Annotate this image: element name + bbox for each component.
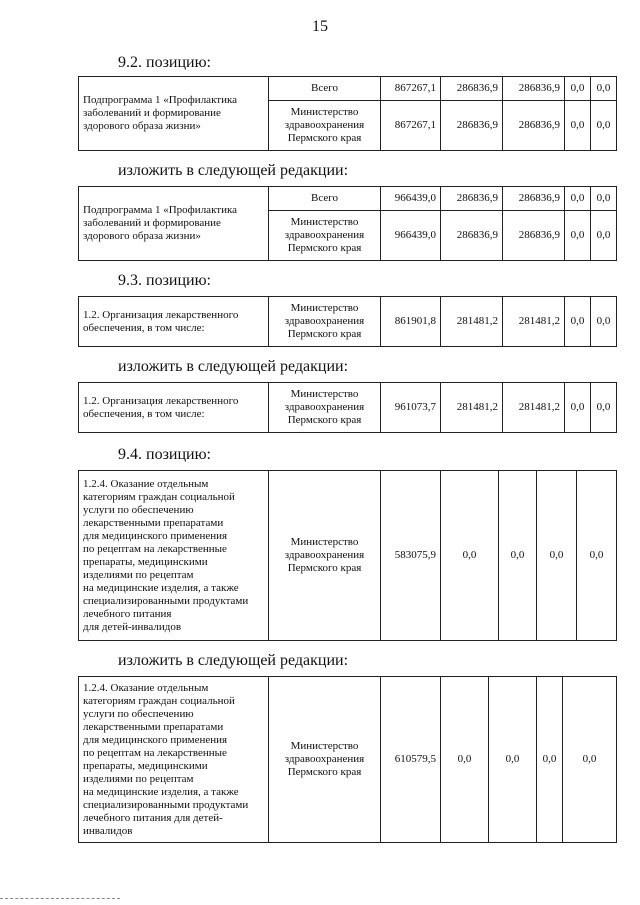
org-cell: Всего xyxy=(269,77,381,101)
replace-heading: изложить в следующей редакции: xyxy=(118,358,349,375)
value-cell: 0,0 xyxy=(565,297,591,347)
value-cell: 0,0 xyxy=(441,677,489,843)
value-cell: 0,0 xyxy=(591,211,617,261)
value-cell: 961073,7 xyxy=(381,383,441,433)
value-cell: 0,0 xyxy=(591,383,617,433)
program-name: 1.2. Организация лекарственного обеспечения, в том числе: xyxy=(79,383,269,433)
table-9-4-new xyxy=(78,676,617,843)
value-cell: 0,0 xyxy=(591,77,617,101)
program-name: 1.2.4. Оказание отдельным категориям граждан социальной услуги по обеспечению лекарственными препаратами для медицинского применения по рецептам на лекарственные препараты, медицинскими изделиями по рецептам на медицинские изделия, а также специализированными продуктами лечебного питания для детей-инвалидов xyxy=(79,471,269,641)
value-cell: 0,0 xyxy=(565,101,591,151)
org-cell: Министерство здравоохранения Пермского края xyxy=(269,211,381,261)
value-cell: 0,0 xyxy=(565,77,591,101)
value-cell: 286836,9 xyxy=(503,187,565,211)
value-cell: 281481,2 xyxy=(441,297,503,347)
value-cell: 0,0 xyxy=(591,297,617,347)
value-cell: 610579,5 xyxy=(381,677,441,843)
value-cell: 867267,1 xyxy=(381,101,441,151)
value-cell: 0,0 xyxy=(489,677,537,843)
value-cell: 0,0 xyxy=(577,471,617,641)
value-cell: 286836,9 xyxy=(441,77,503,101)
org-cell: Всего xyxy=(269,187,381,211)
value-cell: 0,0 xyxy=(565,211,591,261)
value-cell: 286836,9 xyxy=(503,101,565,151)
table-9-4-current xyxy=(78,470,617,641)
program-name: Подпрограмма 1 «Профилактика заболеваний и формирование здорового образа жизни» xyxy=(79,77,269,151)
value-cell: 286836,9 xyxy=(503,77,565,101)
org-cell: Министерство здравоохранения Пермского края xyxy=(269,471,381,641)
value-cell: 286836,9 xyxy=(441,211,503,261)
section-9-2-title: 9.2. позицию: xyxy=(118,54,211,71)
value-cell: 583075,9 xyxy=(381,471,441,641)
value-cell: 0,0 xyxy=(441,471,499,641)
table-9-2-current xyxy=(78,76,617,151)
section-9-3-title: 9.3. позицию: xyxy=(118,272,211,289)
value-cell: 861901,8 xyxy=(381,297,441,347)
org-cell: Министерство здравоохранения Пермского края xyxy=(269,677,381,843)
org-cell: Министерство здравоохранения Пермского края xyxy=(269,297,381,347)
value-cell: 286836,9 xyxy=(441,101,503,151)
footer-divider xyxy=(0,898,120,899)
value-cell: 0,0 xyxy=(565,187,591,211)
value-cell: 0,0 xyxy=(563,677,617,843)
value-cell: 0,0 xyxy=(565,383,591,433)
value-cell: 0,0 xyxy=(591,101,617,151)
org-cell: Министерство здравоохранения Пермского края xyxy=(269,383,381,433)
org-cell: Министерство здравоохранения Пермского края xyxy=(269,101,381,151)
program-name: 1.2. Организация лекарственного обеспечения, в том числе: xyxy=(79,297,269,347)
value-cell: 0,0 xyxy=(591,187,617,211)
section-9-4-title: 9.4. позицию: xyxy=(118,446,211,463)
program-name: 1.2.4. Оказание отдельным категориям граждан социальной услуги по обеспечению лекарственными препаратами для медицинского применения по рецептам на лекарственные препараты, медицинскими изделиями по рецептам на медицинские изделия, а также специализированными продуктами лечебного питания для детей- инвалидов xyxy=(79,677,269,843)
value-cell: 867267,1 xyxy=(381,77,441,101)
value-cell: 286836,9 xyxy=(441,187,503,211)
page-number: 15 xyxy=(312,18,328,35)
replace-heading: изложить в следующей редакции: xyxy=(118,162,349,179)
value-cell: 0,0 xyxy=(537,471,577,641)
value-cell: 281481,2 xyxy=(441,383,503,433)
value-cell: 0,0 xyxy=(499,471,537,641)
replace-heading: изложить в следующей редакции: xyxy=(118,652,349,669)
value-cell: 966439,0 xyxy=(381,187,441,211)
value-cell: 281481,2 xyxy=(503,297,565,347)
table-9-3-current xyxy=(78,296,617,347)
value-cell: 0,0 xyxy=(537,677,563,843)
table-9-3-new xyxy=(78,382,617,433)
value-cell: 281481,2 xyxy=(503,383,565,433)
program-name: Подпрограмма 1 «Профилактика заболеваний и формирование здорового образа жизни» xyxy=(79,187,269,261)
value-cell: 966439,0 xyxy=(381,211,441,261)
value-cell: 286836,9 xyxy=(503,211,565,261)
table-9-2-new xyxy=(78,186,617,261)
